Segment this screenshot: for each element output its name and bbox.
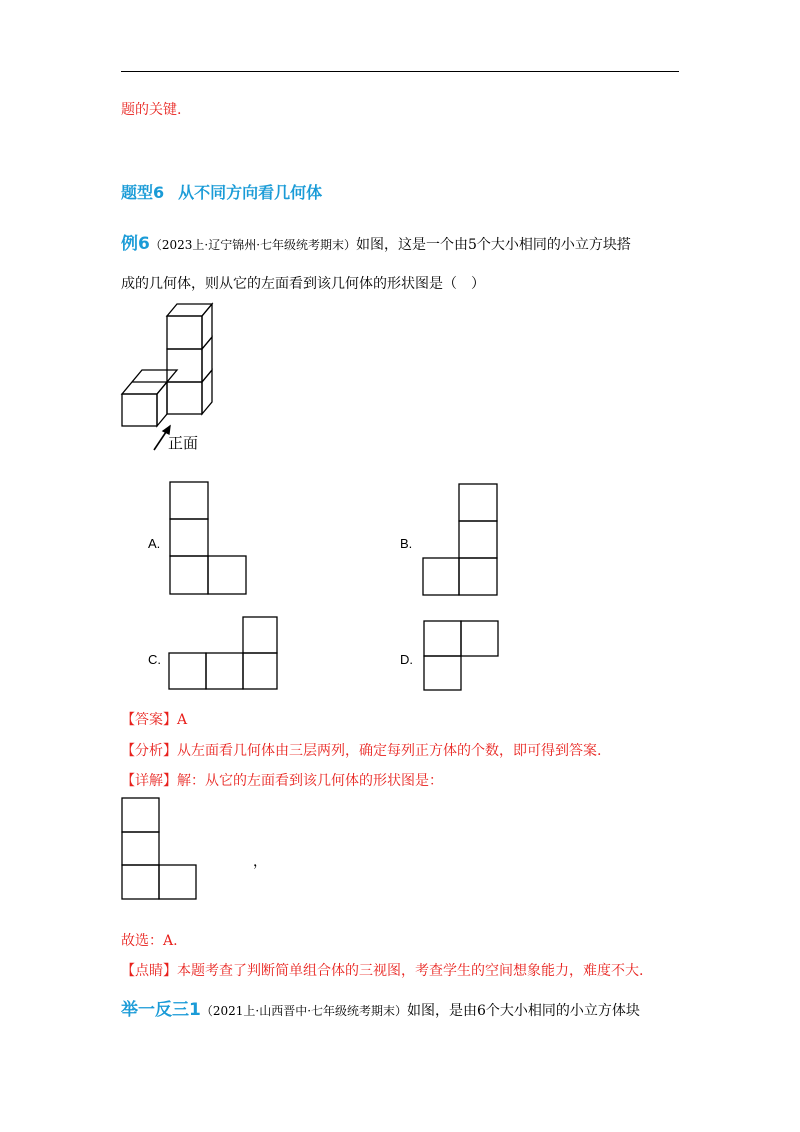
- example-source: （2023上·辽宁锦州·七年级统考期末）: [149, 238, 357, 252]
- analysis-line: [121, 741, 601, 761]
- section-subtitle: 从不同方向看几何体: [178, 183, 323, 202]
- front-label: 正面: [168, 434, 199, 452]
- choose-line: 故选：A.: [121, 933, 178, 949]
- option-d-figure[interactable]: [422, 619, 502, 693]
- answer-tag: 【答案】: [121, 712, 177, 728]
- practice-label: 举一反三1: [121, 1000, 201, 1020]
- analysis-tag: 【分析】: [121, 743, 177, 759]
- answer-line: [121, 710, 187, 730]
- comment-line: [121, 961, 643, 981]
- detail-line: [121, 771, 443, 791]
- section-title: 题型6: [121, 183, 165, 202]
- section-heading: [121, 180, 322, 203]
- answer-text: A: [177, 712, 188, 728]
- analysis-text: 从左面看几何体由三层两列，确定每列正方体的个数，即可得到答案.: [177, 743, 602, 759]
- comment-tag: 【点睛】: [121, 963, 177, 979]
- option-b-label[interactable]: B.: [400, 536, 413, 551]
- option-a-label[interactable]: A.: [148, 536, 161, 551]
- option-d-label[interactable]: D.: [400, 652, 413, 667]
- example-line-1: [121, 234, 631, 255]
- header-rule: [121, 71, 679, 72]
- solution-figure: [120, 796, 200, 902]
- practice-source: （2021上·山西晋中·七年级统考期末）: [200, 1004, 408, 1018]
- example-text-2: 成的几何体，则从它的左面看到该几何体的形状图是（ ）: [121, 276, 485, 292]
- detail-comma: ，: [253, 854, 267, 870]
- detail-tag: 【详解】: [121, 773, 177, 789]
- previous-solution-tail: 题的关键.: [121, 102, 182, 118]
- option-b-figure[interactable]: [421, 482, 501, 598]
- option-c-label[interactable]: C.: [148, 652, 161, 667]
- option-c-figure[interactable]: [167, 615, 281, 693]
- comment-text: 本题考查了判断简单组合体的三视图，考查学生的空间想象能力，难度不大.: [177, 963, 644, 979]
- practice-line: [121, 1000, 640, 1021]
- example-text-1: 如图，这是一个由5个大小相同的小立方块搭: [356, 237, 631, 253]
- example-label: 例6: [121, 234, 150, 254]
- detail-text: 解：从它的左面看到该几何体的形状图是：: [177, 773, 443, 789]
- option-a-figure[interactable]: [168, 480, 248, 596]
- practice-text: 如图，是由6个大小相同的小立方体块: [407, 1003, 640, 1019]
